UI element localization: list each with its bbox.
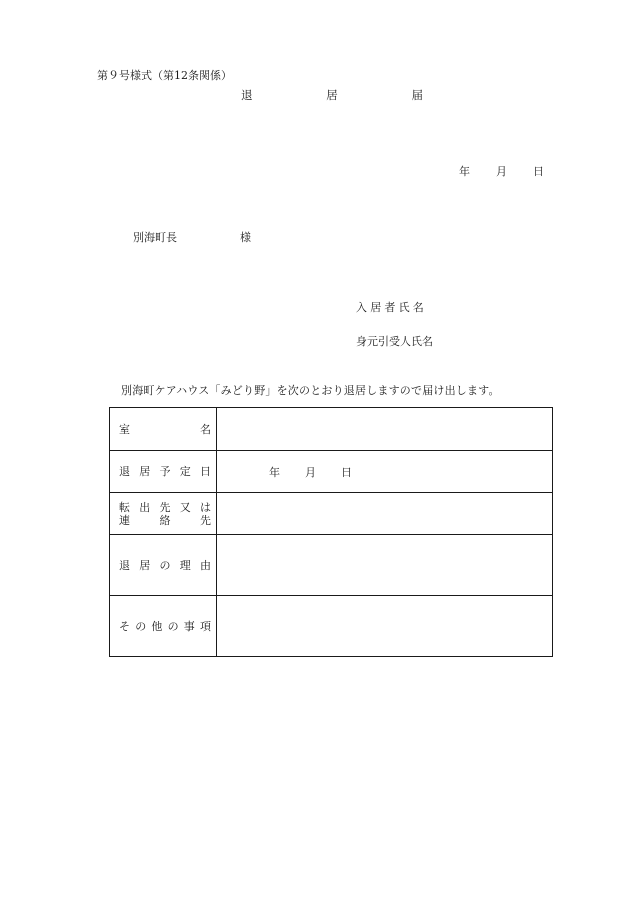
reason-label-cell xyxy=(110,535,217,596)
room-label xyxy=(119,423,211,436)
other-label-cell xyxy=(110,596,217,657)
label-char: 居 xyxy=(139,558,151,572)
title-char: 居 xyxy=(326,88,338,102)
label-char: 先 xyxy=(200,513,211,527)
label-char: 日 xyxy=(200,465,211,478)
form-table xyxy=(109,407,553,657)
label-char: の xyxy=(159,558,171,572)
label-char: 転 xyxy=(119,500,130,514)
table-row xyxy=(110,493,553,535)
label-char: 定 xyxy=(179,465,191,478)
month-label: 月 xyxy=(496,165,507,178)
document-title xyxy=(241,90,423,102)
year-label: 年 xyxy=(459,165,470,178)
label-char: 理 xyxy=(179,558,191,572)
label-char: の xyxy=(167,619,179,633)
reason-field[interactable] xyxy=(217,535,553,596)
table-row xyxy=(110,596,553,657)
move-out-date-field[interactable] xyxy=(217,451,553,493)
day-label: 日 xyxy=(533,165,544,178)
title-char: 届 xyxy=(411,88,423,102)
reason-label xyxy=(119,559,211,572)
label-char: の xyxy=(135,619,147,633)
table-row xyxy=(110,451,553,493)
title-char: 退 xyxy=(241,88,253,102)
label-char: 連 xyxy=(119,513,130,527)
month-label: 月 xyxy=(305,465,316,479)
label-char: 退 xyxy=(119,558,130,572)
room-label-cell xyxy=(110,408,217,451)
table-row xyxy=(110,535,553,596)
addressee-honorific: 様 xyxy=(240,231,251,244)
label-char: 由 xyxy=(200,558,211,572)
addressee xyxy=(133,232,251,243)
year-label: 年 xyxy=(269,465,280,479)
submission-date xyxy=(459,166,544,177)
label-char: 絡 xyxy=(159,513,171,527)
label-char: 項 xyxy=(199,619,211,633)
room-value-field[interactable] xyxy=(217,408,553,451)
move-out-label-cell xyxy=(110,451,217,493)
table-row xyxy=(110,408,553,451)
forwarding-label-line2 xyxy=(119,514,211,527)
label-char: は xyxy=(200,500,211,514)
forwarding-label-cell xyxy=(110,493,217,535)
label-char: 名 xyxy=(200,422,211,436)
forwarding-label-line1 xyxy=(119,501,211,514)
label-char: そ xyxy=(119,619,130,633)
guarantor-name-label: 身元引受人氏名 xyxy=(356,335,433,348)
form-number: 第９号様式（第12条関係） xyxy=(97,69,232,82)
label-char: 事 xyxy=(183,619,195,633)
label-char: 居 xyxy=(139,465,151,478)
move-out-date xyxy=(269,464,352,480)
label-char: 退 xyxy=(119,465,130,478)
other-label xyxy=(119,620,211,633)
label-char: 他 xyxy=(151,619,163,633)
label-char: 室 xyxy=(119,422,130,436)
statement-text: 別海町ケアハウス「みどり野」を次のとおり退居しますので届け出します。 xyxy=(121,384,500,397)
day-label: 日 xyxy=(341,465,352,479)
move-out-label xyxy=(119,465,211,478)
label-char: 予 xyxy=(159,465,171,478)
resident-name-label: 入居者氏名 xyxy=(356,301,427,314)
label-char: 先 xyxy=(159,500,171,514)
label-char: 出 xyxy=(139,500,151,514)
addressee-name: 別海町長 xyxy=(133,231,177,244)
other-notes-field[interactable] xyxy=(217,596,553,657)
forwarding-address-field[interactable] xyxy=(217,493,553,535)
label-char: 又 xyxy=(179,500,191,514)
